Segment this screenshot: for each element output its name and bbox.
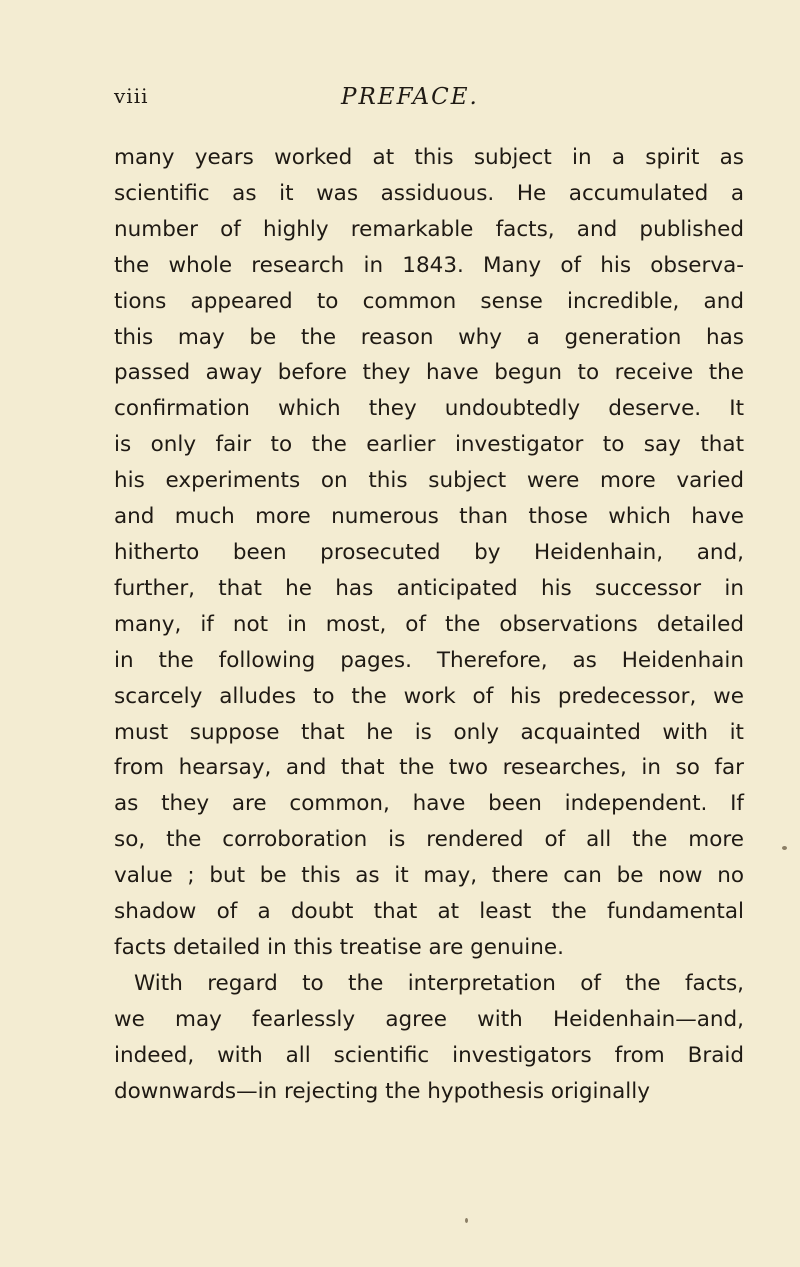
text-line: confirmation which they undoubtedly deserve. It xyxy=(114,396,744,422)
text-line: shadow of a doubt that at least the fundamental xyxy=(114,899,744,925)
text-line: as they are common, have been independent. If xyxy=(114,791,744,817)
text-line: scarcely alludes to the work of his predecessor, we xyxy=(114,683,744,709)
text-line: his experiments on this subject were more varied xyxy=(114,468,744,494)
text-line: from hearsay, and that the two researches, in so far xyxy=(114,755,744,781)
text-line: many years worked at this subject in a spirit as xyxy=(114,145,744,170)
paper-speck xyxy=(465,1218,468,1223)
text-line: is only fair to the earlier investigator to say that xyxy=(114,432,744,458)
text-line: so, the corroboration is rendered of all the more xyxy=(114,827,744,853)
text-line: and much more numerous than those which have xyxy=(114,504,744,530)
text-line: the whole research in 1843. Many of his observa- xyxy=(114,252,744,278)
text-line: downwards—in rejecting the hypothesis originally xyxy=(114,1078,650,1104)
text-line: further, that he has anticipated his successor in xyxy=(114,575,744,601)
running-head: PREFACE. xyxy=(341,84,479,110)
paper-speck xyxy=(782,846,787,850)
page-number: viii xyxy=(114,84,149,108)
paragraph-1 xyxy=(114,140,744,966)
text-line: indeed, with all scientific investigators from Braid xyxy=(114,1042,744,1068)
text-line: tions appeared to common sense incredible, and xyxy=(114,288,744,314)
text-line: this may be the reason why a generation has xyxy=(114,324,744,350)
paragraph-2 xyxy=(114,966,744,1110)
text-line: in the following pages. Therefore, as Heidenhain xyxy=(114,647,744,673)
text-line: must suppose that he is only acquainted with it xyxy=(114,719,744,745)
text-line: many, if not in most, of the observations detailed xyxy=(114,611,744,637)
text-line: value ; but be this as it may, there can be now no xyxy=(114,863,744,889)
body-text xyxy=(114,140,744,1109)
text-line: With regard to the interpretation of the facts, xyxy=(134,970,744,996)
text-line: passed away before they have begun to receive the xyxy=(114,360,744,386)
text-line: facts detailed in this treatise are genuine. xyxy=(114,934,564,960)
text-line: scientific as it was assiduous. He accumulated a xyxy=(114,180,744,206)
page-header xyxy=(114,84,754,120)
text-line: we may fearlessly agree with Heidenhain—and, xyxy=(114,1006,744,1032)
text-line: number of highly remarkable facts, and published xyxy=(114,216,744,242)
text-line: hitherto been prosecuted by Heidenhain, and, xyxy=(114,539,744,565)
